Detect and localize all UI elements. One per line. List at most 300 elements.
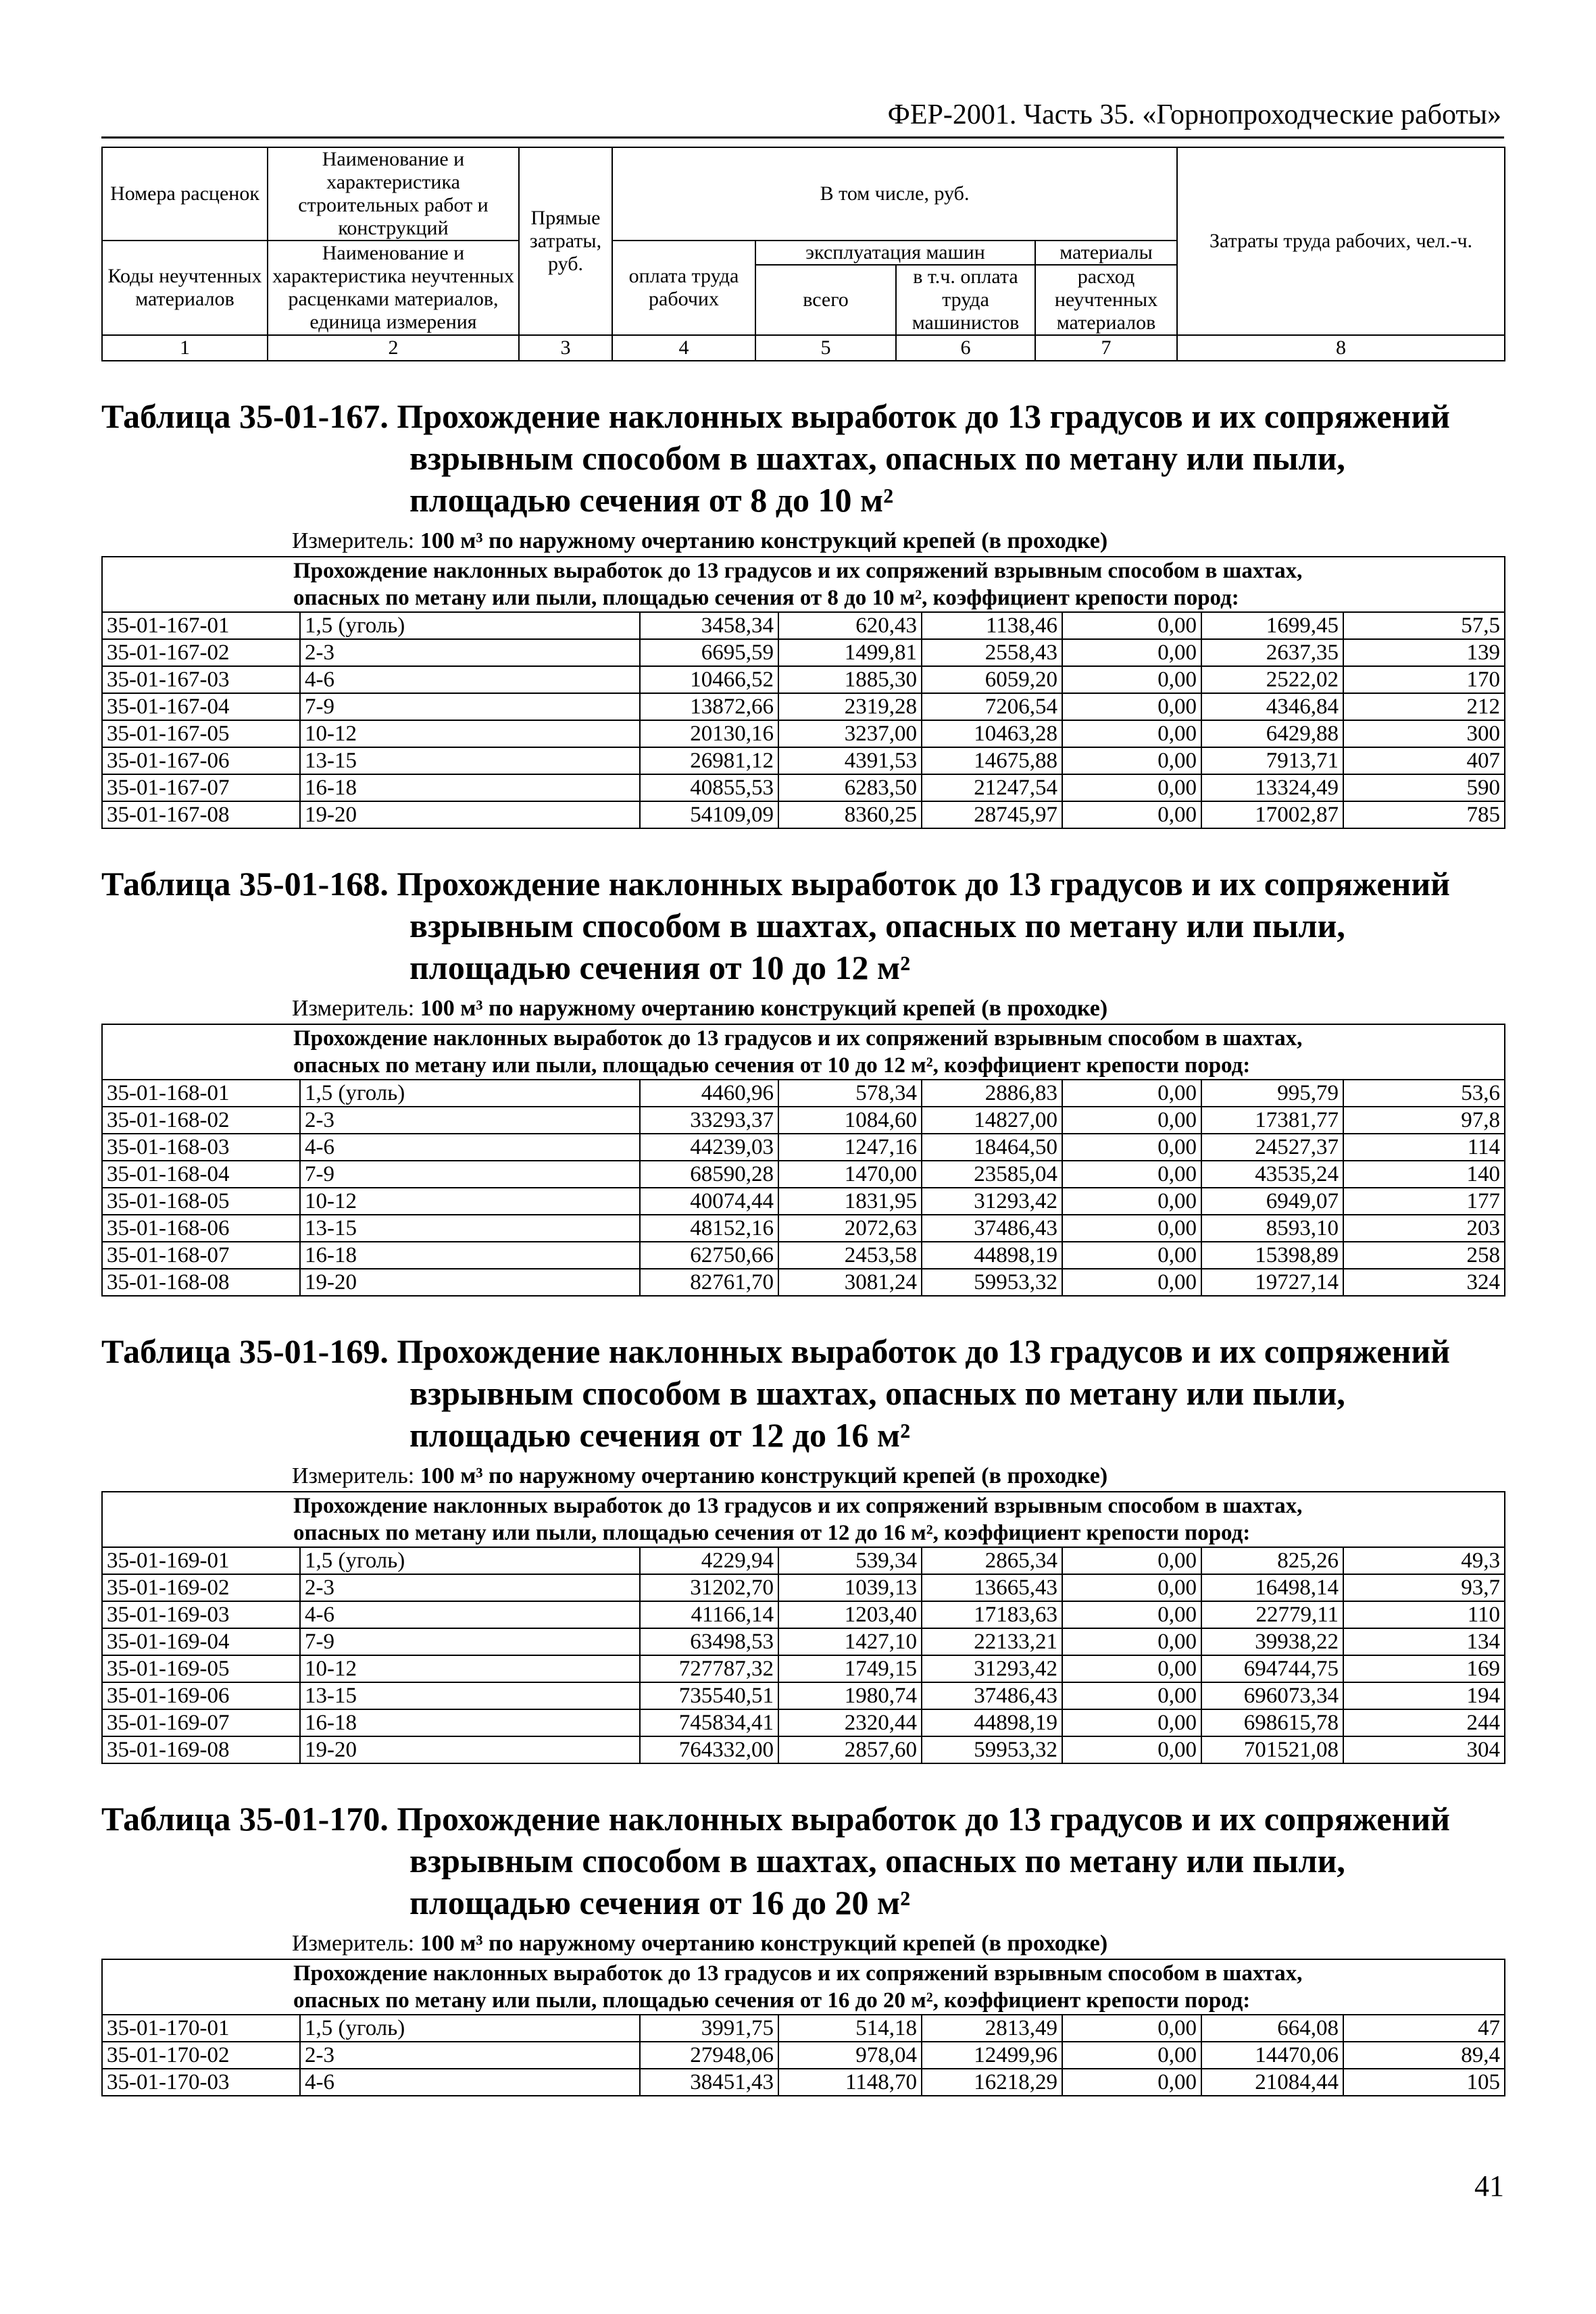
header-index: 3	[519, 335, 612, 361]
cost-value: 825,26	[1201, 1547, 1343, 1574]
cost-value: 24527,37	[1201, 1134, 1343, 1161]
rock-hardness: 16-18	[300, 774, 640, 801]
cost-value: 300	[1343, 720, 1505, 747]
cost-value: 139	[1343, 639, 1505, 666]
rock-hardness: 4-6	[300, 1134, 640, 1161]
table-title	[101, 395, 1504, 521]
cost-value: 43535,24	[1201, 1161, 1343, 1188]
cost-value: 105	[1343, 2069, 1505, 2096]
cost-value: 14827,00	[922, 1107, 1062, 1134]
meter-label: Измеритель:	[292, 996, 415, 1021]
cost-value: 0,00	[1062, 1547, 1201, 1574]
cost-value: 2453,58	[778, 1242, 922, 1269]
cost-value: 0,00	[1062, 2015, 1201, 2042]
cost-value: 6283,50	[778, 774, 922, 801]
rate-table-section	[101, 395, 1504, 829]
cost-value: 0,00	[1062, 1134, 1201, 1161]
table-title-line3: площадью сечения от 8 до 10 м²	[409, 481, 894, 519]
cost-value: 1148,70	[778, 2069, 922, 2096]
rate-table	[101, 1024, 1505, 1297]
cost-value: 324	[1343, 1269, 1505, 1296]
cost-value: 2886,83	[922, 1080, 1062, 1107]
table-row	[102, 1269, 1505, 1296]
cost-value: 41166,14	[640, 1601, 778, 1628]
header-c1-bottom: Коды неучтенных материалов	[102, 241, 268, 335]
table-row	[102, 1080, 1505, 1107]
rock-hardness: 13-15	[300, 1682, 640, 1709]
rate-code: 35-01-168-03	[102, 1134, 300, 1161]
cost-value: 2558,43	[922, 639, 1062, 666]
rate-code: 35-01-168-07	[102, 1242, 300, 1269]
cost-value: 0,00	[1062, 2042, 1201, 2069]
cost-value: 10463,28	[922, 720, 1062, 747]
cost-value: 539,34	[778, 1547, 922, 1574]
rate-table-section	[101, 1330, 1504, 1764]
header-index: 5	[755, 335, 896, 361]
cost-value: 14675,88	[922, 747, 1062, 774]
cost-value: 169	[1343, 1655, 1505, 1682]
rate-code: 35-01-169-08	[102, 1736, 300, 1763]
header-c2-bottom: Наименование и характеристика неучтенных расценками материалов, единица измерения	[268, 241, 519, 335]
table-title-line2: взрывным способом в шахтах, опасных по метану или пыли,	[409, 907, 1345, 945]
rate-code: 35-01-167-08	[102, 801, 300, 828]
rate-code: 35-01-168-02	[102, 1107, 300, 1134]
rate-code: 35-01-169-06	[102, 1682, 300, 1709]
cost-value: 0,00	[1062, 1709, 1201, 1736]
cost-value: 68590,28	[640, 1161, 778, 1188]
cost-value: 39938,22	[1201, 1628, 1343, 1655]
cost-value: 134	[1343, 1628, 1505, 1655]
rate-code: 35-01-168-04	[102, 1161, 300, 1188]
rock-hardness: 2-3	[300, 1574, 640, 1601]
table-title-line3: площадью сечения от 12 до 16 м²	[409, 1416, 911, 1454]
rate-table	[101, 1959, 1505, 2096]
header-c1-top: Номера расценок	[102, 147, 268, 241]
cost-value: 97,8	[1343, 1107, 1505, 1134]
cost-value: 18464,50	[922, 1134, 1062, 1161]
cost-value: 3237,00	[778, 720, 922, 747]
rate-code: 35-01-168-08	[102, 1269, 300, 1296]
cost-value: 10466,52	[640, 666, 778, 693]
table-row	[102, 1161, 1505, 1188]
table-row	[102, 1601, 1505, 1628]
work-description	[102, 1024, 1505, 1080]
header-c6: в т.ч. оплата труда машинистов	[896, 265, 1035, 335]
table-row	[102, 1628, 1505, 1655]
work-description-line1: Прохождение наклонных выработок до 13 градусов и их сопряжений взрывным способом в шахтах,	[293, 1026, 1303, 1051]
sections-container	[101, 395, 1504, 2096]
cost-value: 590	[1343, 774, 1505, 801]
cost-value: 33293,37	[640, 1107, 778, 1134]
table-row	[102, 2069, 1505, 2096]
cost-value: 0,00	[1062, 693, 1201, 720]
cost-value: 8593,10	[1201, 1215, 1343, 1242]
header-materials: материалы	[1035, 241, 1177, 265]
cost-value: 6949,07	[1201, 1188, 1343, 1215]
header-index: 2	[268, 335, 519, 361]
cost-value: 38451,43	[640, 2069, 778, 2096]
cost-value: 0,00	[1062, 774, 1201, 801]
cost-value: 16498,14	[1201, 1574, 1343, 1601]
rate-code: 35-01-169-01	[102, 1547, 300, 1574]
rock-hardness: 4-6	[300, 666, 640, 693]
cost-value: 53,6	[1343, 1080, 1505, 1107]
cost-value: 0,00	[1062, 1601, 1201, 1628]
table-row	[102, 1709, 1505, 1736]
rock-hardness: 4-6	[300, 1601, 640, 1628]
meter-line	[101, 1461, 1504, 1491]
page-number: 41	[1474, 2169, 1504, 2203]
cost-value: 0,00	[1062, 1269, 1201, 1296]
cost-value: 62750,66	[640, 1242, 778, 1269]
cost-value: 4346,84	[1201, 693, 1343, 720]
cost-value: 177	[1343, 1188, 1505, 1215]
cost-value: 0,00	[1062, 1107, 1201, 1134]
table-row	[102, 1134, 1505, 1161]
cost-value: 23585,04	[922, 1161, 1062, 1188]
cost-value: 47	[1343, 2015, 1505, 2042]
table-row	[102, 774, 1505, 801]
work-description-line2: опасных по метану или пыли, площадью сечения от 16 до 20 м², коэффициент крепости пород:	[293, 1988, 1251, 2013]
cost-value: 57,5	[1343, 612, 1505, 639]
cost-value: 14470,06	[1201, 2042, 1343, 2069]
cost-value: 59953,32	[922, 1269, 1062, 1296]
cost-value: 212	[1343, 693, 1505, 720]
work-description-line2: опасных по метану или пыли, площадью сечения от 12 до 16 м², коэффициент крепости пород:	[293, 1521, 1251, 1545]
table-title	[101, 863, 1504, 988]
header-c2-top: Наименование и характеристика строительных работ и конструкций	[268, 147, 519, 241]
rate-code: 35-01-168-01	[102, 1080, 300, 1107]
work-description-line2: опасных по метану или пыли, площадью сечения от 10 до 12 м², коэффициент крепости пород:	[293, 1053, 1251, 1078]
rate-table-section	[101, 1798, 1504, 2096]
cost-value: 1499,81	[778, 639, 922, 666]
cost-value: 1885,30	[778, 666, 922, 693]
cost-value: 0,00	[1062, 666, 1201, 693]
work-description-line1: Прохождение наклонных выработок до 13 градусов и их сопряжений взрывным способом в шахтах,	[293, 1961, 1303, 1986]
cost-value: 20130,16	[640, 720, 778, 747]
cost-value: 2072,63	[778, 1215, 922, 1242]
cost-value: 3991,75	[640, 2015, 778, 2042]
table-title-line1: Прохождение наклонных выработок до 13 градусов и их сопряжений	[397, 397, 1450, 435]
cost-value: 735540,51	[640, 1682, 778, 1709]
rate-code: 35-01-167-02	[102, 639, 300, 666]
cost-value: 19727,14	[1201, 1269, 1343, 1296]
meter-label: Измеритель:	[292, 1931, 415, 1956]
table-row	[102, 801, 1505, 828]
cost-value: 1203,40	[778, 1601, 922, 1628]
table-title-line1: Прохождение наклонных выработок до 13 градусов и их сопряжений	[397, 1332, 1450, 1370]
rock-hardness: 19-20	[300, 801, 640, 828]
rock-hardness: 1,5 (уголь)	[300, 1547, 640, 1574]
rock-hardness: 1,5 (уголь)	[300, 612, 640, 639]
table-title-line2: взрывным способом в шахтах, опасных по метану или пыли,	[409, 1842, 1345, 1880]
cost-value: 6695,59	[640, 639, 778, 666]
cost-value: 0,00	[1062, 1655, 1201, 1682]
cost-value: 698615,78	[1201, 1709, 1343, 1736]
header-machines: эксплуатация машин	[755, 241, 1035, 265]
cost-value: 37486,43	[922, 1682, 1062, 1709]
table-row	[102, 2042, 1505, 2069]
meter-value: 100 м³ по наружному очертанию конструкций крепей (в проходке)	[420, 1931, 1108, 1956]
meter-label: Измеритель:	[292, 1463, 415, 1488]
cost-value: 0,00	[1062, 1682, 1201, 1709]
table-row	[102, 747, 1505, 774]
cost-value: 258	[1343, 1242, 1505, 1269]
table-title-line2: взрывным способом в шахтах, опасных по метану или пыли,	[409, 439, 1345, 477]
cost-value: 244	[1343, 1709, 1505, 1736]
cost-value: 13324,49	[1201, 774, 1343, 801]
rate-code: 35-01-169-04	[102, 1628, 300, 1655]
rate-code: 35-01-170-02	[102, 2042, 300, 2069]
rate-code: 35-01-167-06	[102, 747, 300, 774]
cost-value: 1427,10	[778, 1628, 922, 1655]
meter-value: 100 м³ по наружному очертанию конструкций крепей (в проходке)	[420, 996, 1108, 1021]
cost-value: 785	[1343, 801, 1505, 828]
cost-value: 40855,53	[640, 774, 778, 801]
cost-value: 22133,21	[922, 1628, 1062, 1655]
cost-value: 2319,28	[778, 693, 922, 720]
header-index: 8	[1177, 335, 1505, 361]
cost-value: 0,00	[1062, 1628, 1201, 1655]
cost-value: 2813,49	[922, 2015, 1062, 2042]
rock-hardness: 19-20	[300, 1269, 640, 1296]
cost-value: 745834,41	[640, 1709, 778, 1736]
cost-value: 2320,44	[778, 1709, 922, 1736]
header-c8: Затраты труда рабочих, чел.-ч.	[1177, 147, 1505, 335]
header-c3: Прямые затраты, руб.	[519, 147, 612, 335]
cost-value: 4460,96	[640, 1080, 778, 1107]
rock-hardness: 10-12	[300, 1188, 640, 1215]
cost-value: 63498,53	[640, 1628, 778, 1655]
cost-value: 82761,70	[640, 1269, 778, 1296]
cost-value: 0,00	[1062, 1161, 1201, 1188]
cost-value: 13665,43	[922, 1574, 1062, 1601]
rate-code: 35-01-169-02	[102, 1574, 300, 1601]
table-title	[101, 1330, 1504, 1456]
rock-hardness: 16-18	[300, 1709, 640, 1736]
cost-value: 514,18	[778, 2015, 922, 2042]
cost-value: 1470,00	[778, 1161, 922, 1188]
cost-value: 0,00	[1062, 1080, 1201, 1107]
meter-line	[101, 526, 1504, 556]
table-number: Таблица 35-01-167.	[101, 397, 389, 435]
cost-value: 48152,16	[640, 1215, 778, 1242]
table-row	[102, 1547, 1505, 1574]
rate-code: 35-01-167-03	[102, 666, 300, 693]
cost-value: 31293,42	[922, 1188, 1062, 1215]
table-row	[102, 1655, 1505, 1682]
table-row	[102, 639, 1505, 666]
meter-value: 100 м³ по наружному очертанию конструкций крепей (в проходке)	[420, 1463, 1108, 1488]
rate-code: 35-01-169-03	[102, 1601, 300, 1628]
header-incl: В том числе, руб.	[612, 147, 1177, 241]
cost-value: 1980,74	[778, 1682, 922, 1709]
cost-value: 1247,16	[778, 1134, 922, 1161]
rate-code: 35-01-170-01	[102, 2015, 300, 2042]
table-row	[102, 1188, 1505, 1215]
rock-hardness: 7-9	[300, 693, 640, 720]
column-header-table	[101, 147, 1505, 361]
cost-value: 8360,25	[778, 801, 922, 828]
table-row	[102, 2015, 1505, 2042]
meter-value: 100 м³ по наружному очертанию конструкций крепей (в проходке)	[420, 528, 1108, 553]
cost-value: 304	[1343, 1736, 1505, 1763]
rock-hardness: 13-15	[300, 747, 640, 774]
cost-value: 0,00	[1062, 612, 1201, 639]
rock-hardness: 16-18	[300, 1242, 640, 1269]
cost-value: 12499,96	[922, 2042, 1062, 2069]
cost-value: 0,00	[1062, 801, 1201, 828]
cost-value: 93,7	[1343, 1574, 1505, 1601]
rock-hardness: 1,5 (уголь)	[300, 1080, 640, 1107]
meter-line	[101, 1929, 1504, 1959]
cost-value: 28745,97	[922, 801, 1062, 828]
rock-hardness: 10-12	[300, 720, 640, 747]
rock-hardness: 1,5 (уголь)	[300, 2015, 640, 2042]
cost-value: 620,43	[778, 612, 922, 639]
cost-value: 6059,20	[922, 666, 1062, 693]
header-index: 1	[102, 335, 268, 361]
cost-value: 696073,34	[1201, 1682, 1343, 1709]
cost-value: 0,00	[1062, 720, 1201, 747]
cost-value: 978,04	[778, 2042, 922, 2069]
cost-value: 1831,95	[778, 1188, 922, 1215]
cost-value: 16218,29	[922, 2069, 1062, 2096]
header-index: 4	[612, 335, 755, 361]
cost-value: 44898,19	[922, 1242, 1062, 1269]
table-row	[102, 1574, 1505, 1601]
running-header: ФЕР-2001. Часть 35. «Горнопроходческие работы»	[101, 95, 1504, 139]
table-title	[101, 1798, 1504, 1923]
table-number: Таблица 35-01-169.	[101, 1332, 389, 1370]
cost-value: 0,00	[1062, 2069, 1201, 2096]
rate-code: 35-01-168-05	[102, 1188, 300, 1215]
table-row	[102, 693, 1505, 720]
header-c7: расход неучтенных материалов	[1035, 265, 1177, 335]
cost-value: 1699,45	[1201, 612, 1343, 639]
table-number: Таблица 35-01-168.	[101, 865, 389, 903]
work-description-line2: опасных по метану или пыли, площадью сечения от 8 до 10 м², коэффициент крепости пород:	[293, 586, 1239, 610]
cost-value: 1138,46	[922, 612, 1062, 639]
cost-value: 140	[1343, 1161, 1505, 1188]
cost-value: 170	[1343, 666, 1505, 693]
header-c5: всего	[755, 265, 896, 335]
work-description	[102, 1959, 1505, 2015]
table-title-line3: площадью сечения от 10 до 12 м²	[409, 949, 911, 986]
cost-value: 4229,94	[640, 1547, 778, 1574]
table-title-line3: площадью сечения от 16 до 20 м²	[409, 1884, 911, 1921]
cost-value: 49,3	[1343, 1547, 1505, 1574]
rock-hardness: 4-6	[300, 2069, 640, 2096]
cost-value: 114	[1343, 1134, 1505, 1161]
rate-code: 35-01-167-01	[102, 612, 300, 639]
cost-value: 0,00	[1062, 1736, 1201, 1763]
rock-hardness: 10-12	[300, 1655, 640, 1682]
cost-value: 7206,54	[922, 693, 1062, 720]
cost-value: 54109,09	[640, 801, 778, 828]
cost-value: 0,00	[1062, 1215, 1201, 1242]
cost-value: 17002,87	[1201, 801, 1343, 828]
rate-code: 35-01-168-06	[102, 1215, 300, 1242]
table-row	[102, 1242, 1505, 1269]
cost-value: 664,08	[1201, 2015, 1343, 2042]
cost-value: 3081,24	[778, 1269, 922, 1296]
rate-table-section	[101, 863, 1504, 1297]
cost-value: 694744,75	[1201, 1655, 1343, 1682]
table-title-line1: Прохождение наклонных выработок до 13 градусов и их сопряжений	[397, 865, 1450, 903]
cost-value: 44239,03	[640, 1134, 778, 1161]
rate-code: 35-01-170-03	[102, 2069, 300, 2096]
cost-value: 17183,63	[922, 1601, 1062, 1628]
cost-value: 4391,53	[778, 747, 922, 774]
cost-value: 0,00	[1062, 1188, 1201, 1215]
work-description	[102, 557, 1505, 612]
table-row	[102, 720, 1505, 747]
cost-value: 194	[1343, 1682, 1505, 1709]
rate-code: 35-01-167-04	[102, 693, 300, 720]
cost-value: 40074,44	[640, 1188, 778, 1215]
cost-value: 21084,44	[1201, 2069, 1343, 2096]
cost-value: 7913,71	[1201, 747, 1343, 774]
cost-value: 26981,12	[640, 747, 778, 774]
rate-code: 35-01-169-05	[102, 1655, 300, 1682]
document-page	[101, 95, 1504, 2096]
cost-value: 701521,08	[1201, 1736, 1343, 1763]
rock-hardness: 7-9	[300, 1628, 640, 1655]
table-number: Таблица 35-01-170.	[101, 1800, 389, 1838]
rock-hardness: 7-9	[300, 1161, 640, 1188]
cost-value: 0,00	[1062, 639, 1201, 666]
table-row	[102, 612, 1505, 639]
rock-hardness: 2-3	[300, 2042, 640, 2069]
cost-value: 0,00	[1062, 1242, 1201, 1269]
cost-value: 2865,34	[922, 1547, 1062, 1574]
rate-code: 35-01-167-05	[102, 720, 300, 747]
cost-value: 764332,00	[640, 1736, 778, 1763]
table-title-line1: Прохождение наклонных выработок до 13 градусов и их сопряжений	[397, 1800, 1450, 1838]
cost-value: 2522,02	[1201, 666, 1343, 693]
cost-value: 13872,66	[640, 693, 778, 720]
cost-value: 17381,77	[1201, 1107, 1343, 1134]
table-row	[102, 1215, 1505, 1242]
cost-value: 407	[1343, 747, 1505, 774]
cost-value: 995,79	[1201, 1080, 1343, 1107]
rate-table	[101, 556, 1505, 829]
rate-code: 35-01-167-07	[102, 774, 300, 801]
cost-value: 1039,13	[778, 1574, 922, 1601]
cost-value: 31293,42	[922, 1655, 1062, 1682]
cost-value: 27948,06	[640, 2042, 778, 2069]
table-title-line2: взрывным способом в шахтах, опасных по метану или пыли,	[409, 1374, 1345, 1412]
cost-value: 578,34	[778, 1080, 922, 1107]
cost-value: 21247,54	[922, 774, 1062, 801]
meter-label: Измеритель:	[292, 528, 415, 553]
rock-hardness: 13-15	[300, 1215, 640, 1242]
cost-value: 2857,60	[778, 1736, 922, 1763]
rock-hardness: 2-3	[300, 639, 640, 666]
cost-value: 44898,19	[922, 1709, 1062, 1736]
table-row	[102, 1682, 1505, 1709]
rate-code: 35-01-169-07	[102, 1709, 300, 1736]
work-description-line1: Прохождение наклонных выработок до 13 градусов и их сопряжений взрывным способом в шахтах,	[293, 559, 1303, 583]
cost-value: 3458,34	[640, 612, 778, 639]
cost-value: 1084,60	[778, 1107, 922, 1134]
cost-value: 0,00	[1062, 747, 1201, 774]
rock-hardness: 19-20	[300, 1736, 640, 1763]
meter-line	[101, 994, 1504, 1024]
cost-value: 15398,89	[1201, 1242, 1343, 1269]
rock-hardness: 2-3	[300, 1107, 640, 1134]
